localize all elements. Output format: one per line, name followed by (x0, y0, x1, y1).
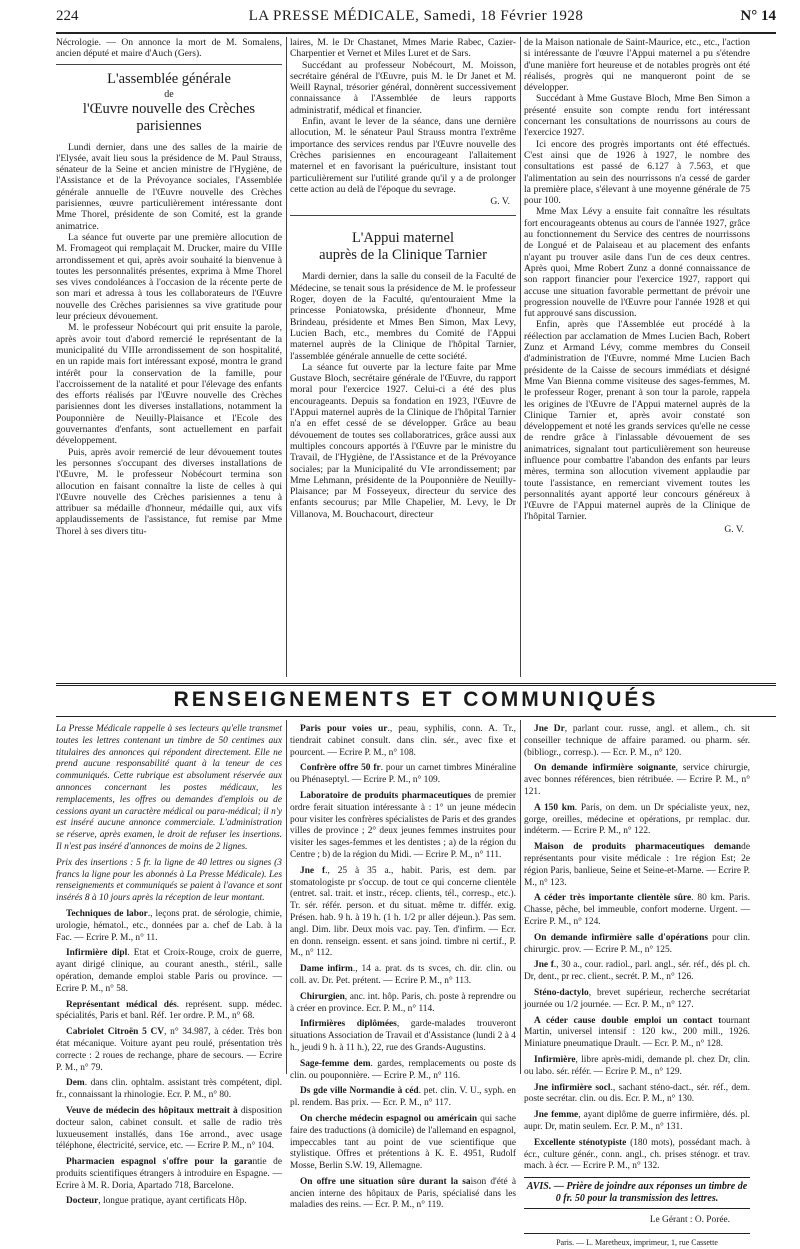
classified-ad: Paris pour voies ur., peau, syphilis, conn. A. Tr., tiendrait cabinet consult. dans clin. sér., avec fixe et pourcent. — Ecrire P. M., n° 108. (290, 724, 516, 758)
column-divider (286, 720, 287, 1074)
classified-ad: Sténo-dactylo, brevet supérieur, recherche secrétariat journée ou 1/2 journée. — Ecr. P. M., n° 127. (524, 987, 750, 1010)
article-2-title-line1: L'Appui maternel (351, 230, 455, 247)
classified-ad: On offre une situation sûre durant la saison d'été à ancien interne des hôpitaux de Paris, spécialisé dans les maladies des reins. — Ecr. P. M., n° 119. (290, 1176, 517, 1211)
classifieds-intro: La Presse Médicale rappelle à ses lecteurs qu'elle transmet toutes les lettres contenant un timbre de 50 centimes aux titulaires des annonces qui répondent directement. Elle ne prend aucune responsabilité quant à la teneur de ces communiqués. Cette rubrique est absolument réservée aux annonces concernant les postes médicaux, les remplacements, les offres ou demandes d'emplois ou de cessions ayant un caractère médical ou para-médical; il n'y est inséré aucune annonce commerciale. L'administration se réserve, après examen, le droit de refuser les insertions. Il n'est pas inséré d'annonces de moins de 2 lignes. (56, 724, 282, 852)
classified-ad: Confrère offre 50 fr. pour un carnet timbres Minéraline ou Phénaseptyl. — Ecrire P. M., n° 109. (290, 763, 516, 786)
column-3 (524, 37, 750, 677)
classified-list (56, 909, 282, 1208)
column-divider (520, 37, 521, 677)
article-1-title-line1: L'assemblée générale (107, 70, 231, 87)
classified-ad: Dem. dans clin. ophtalm. assistant très compétent, dipl. fr., connaissant la rhinologie. Ecr. P. M., n° 80. (56, 1078, 282, 1101)
article-1-paragraph-3: M. le professeur Nobécourt qui prit ensuite la parole, après avoir tout d'abord remercié le représentant de la municipalité du VIIIe arrondissement de son hospitalité, en un rapide mais fort intéressant exposé, montra le grand intérêt pour la conservation de la famille, pour l'accroissement de la natalité et pour l'élevage des enfants des efforts réalisés par l'Œuvre nouvelle des Crèches parisiennes dont les diverses installations, notamment la Pouponnière de Neuilly-Plaisance et l'Ecole des gouvernantes d'enfants, sont actuellement en parfait développement. (56, 322, 282, 447)
article-1-title-de: de (164, 88, 174, 100)
section-banner (56, 683, 776, 717)
classified-ad: Sage-femme dem. gardes, remplacements ou poste ds clin. ou pouponnière. — Ecrire P. M., n° 116. (290, 1058, 516, 1081)
classified-ad: Docteur, longue pratique, ayant certificats Hôp. (66, 1196, 247, 1207)
journal-title: LA PRESSE MÉDICALE, Samedi, 18 Février 1928 (248, 8, 584, 24)
column-divider (520, 720, 521, 1074)
article-1-paragraph-5: laires, M. le Dr Chastanet, Mmes Marie Rabec, Cazier-Charpentier et Vernet et Miles Luret et de Sars. (290, 37, 516, 60)
classified-list (524, 724, 750, 1173)
classified-ad: Veuve de médecin des hôpitaux mettrait à disposition docteur salon, cabinet consult. et salle de radio très luxueusement installés, dans 16e arrond., avec usage téléphone, électricité, service, etc. — Ecrire P. M., n° 104. (56, 1105, 283, 1152)
article-2-paragraph-7: Enfin, après que l'Assemblée eut procédé à la réélection par acclamation de Mmes Lucien Bach, Robert Zunz et Armand Lévy, comme membres du Conseil d'administration de l'Œuvre, nommé Mme Lucien Bach présidente de la Caisse de secours immédiats et désigné Mme Van Bienna comme visiteuse des sages-femmes, M. le professeur Roger, prenant à son tour la parole, rappela les origines de l'Œuvre de l'Appui maternel auprès de la Clinique Tarnier et, après avoir constaté son développement et noté les grands services qu'elle ne cesse de rendre grâce à l'inlassable dévouement de ses animatrices, signalant tout particulièrement son heureuse influence pour combattre l'abandon des enfants par leurs mères, termina son allocution vivement applaudie par toute l'assistance, en remerciant vivement toutes les personnalités ayant apporté leur concours généreux à l'Œuvre de l'Appui maternel auprès de la Clinique de l'hôpital Tarnier. (524, 319, 750, 523)
article-2-paragraph-5: Ici encore des progrès importants ont été effectués. C'est ainsi que de 1926 à 1927, le nombre des consultations est passé de 6.127 à 7.563, et que l'alimentation au sein des nourrissons n'a cessé de garder la première place, s'élevant à une moyenne générale de 75 pour 100. (524, 138, 750, 207)
column-2 (290, 37, 516, 677)
classifieds-column-1 (56, 724, 283, 1207)
classified-ad: Pharmacien espagnol s'offre pour la garantie de produits scientifiques étrangers à introduire en Espagne. — Ecrire à M. R. Doria, Apartado 718, Barcelone. (56, 1157, 282, 1191)
classified-ad: Jne f., 30 a., cour. radiol., parl. angl., sér. réf., dés pl. ch. Dr, dent., pr rec. client., secrét. P. M., n° 126. (524, 960, 751, 983)
article-2-title-line2: auprès de la Clinique Tarnier (319, 247, 487, 264)
column-1 (56, 37, 282, 677)
classified-ad: Excellente sténotypiste (180 mots), possédant mach. à écr., culture génér., conn. angl., ch. prises sténogr. et trav. mach. à écr. — Ecrire P. M., n° 132. (524, 1137, 750, 1172)
article-2-paragraph-3: de la Maison nationale de Saint-Maurice, etc., etc., l'action si intéressante de l'œuvre l'Appui maternel a pu s'étendre d'une manière fort heureuse et de notables progrès ont été réalisés, progrès qui ne manqueront point de se développer. (524, 37, 750, 94)
classified-ad: On demande infirmière soignante, service chirurgie, avec bonnes références, bien rétribuée. — Ecrire P. M., n° 121. (524, 763, 750, 797)
article-1-title-line2: l'Œuvre nouvelle des Crèches parisiennes (82, 100, 256, 134)
classified-ad: Dame infirm., 14 a. prat. ds ts svces, ch. dir. clin. ou coll. av. Dr. Pet. prétent. — Ecrire P. M., n° 113. (290, 964, 516, 986)
article-1-paragraph-6: Succédant au professeur Nobécourt, M. Moisson, secrétaire général de l'Œuvre, puis M. le Dr Janet et M. Weill Raynal, trésorier général, donnèrent successivement connaissance à l'Assemblée de leurs rapports administratif, médical et financier. (290, 59, 516, 116)
classifieds-pricing: Prix des insertions : 5 fr. la ligne de 40 lettres ou signes (3 francs la ligne pour les abonnés à La Presse Médicale). Les renseignements et communiqués se paient à l'avance et sont insérés 8 à 10 jours après la réception de leur montant. (56, 857, 282, 904)
issue-number: N° 14 (740, 8, 776, 24)
classified-ad: Maison de produits pharmaceutiques demande représentants pour visite médicale : 1re région Est; 2e région Paris, banlieue, Seine et Seine-et-Marne. — Ecrire P. M., n° 123. (524, 842, 750, 888)
classified-ad: On demande infirmière salle d'opérations pour clin. chirurgic. prov. — Ecrire P. M., n° 125. (524, 932, 750, 955)
divider (290, 215, 516, 216)
classified-ad: Infirmières diplômées, garde-malades trouveront situations Association de Travail et d'Assistance (lundi 2 à 4 h., jeudi 9 h. à 11 h.), 22, rue des Grands-Augustins. (290, 1019, 517, 1053)
classified-ad: Ds gde ville Normandie à céd. pet. clin. V. U., syph. en pl. rendem. Bas prix. — Ecr. P. M., n° 117. (290, 1086, 516, 1109)
column-divider (286, 37, 287, 677)
classifieds-column-2 (290, 724, 517, 1211)
page-number: 224 (56, 8, 79, 24)
avis-notice: AVIS. — Prière de joindre aux réponses un timbre de 0 fr. 50 pour la transmission des lettres. (524, 1177, 750, 1209)
article-2-paragraph-6: Mme Max Lévy a ensuite fait connaître les résultats fort encourageants obtenus au cours de l'année 1927, grâce au fonctionnement du Service des centres de nourrissons de Longué et de Palaiseau et au placement des enfants n'ayant pu trouver asile dans l'un de ces deux centres. Après quoi, Mme Robert Zunz a donné connaissance de son rapport financier pour l'exercice 1927, rapport qui accuse une situation favorable permettant de prévoir une progression nouvelle de l'Œuvre pour l'année 1928 et qui fut approuvé sans discussion. (524, 206, 750, 320)
classified-ad: A céder cause double emploi un contact tournant Martin, universel intensif : 120 kw., 200 mill., 1926. Miniature pneumatique Drault. — Ecr. P. M., n° 128. (524, 1015, 750, 1050)
classified-ad: Cabriolet Citroën 5 CV, n° 34.987, à céder. Très bon état mécanique. Voiture ayant peu roulé, présentation très correcte : 2 roues de rechange, phare de secours. — Ecrire P. M., n° 79. (56, 1027, 282, 1073)
classified-ad: A 150 km. Paris, on dem. un Dr spécialiste yeux, nez, gorge, oreilles, médecine et opérations, pr remplac. dur. indéterm. — Ecrire P. M., n° 122. (524, 802, 750, 837)
printer-line: Paris. — L. Maretheux, imprimeur, 1, rue Cassette (524, 1233, 750, 1249)
article-2-paragraph-4: Succédant à Mme Gustave Bloch, Mme Ben Simon a présenté ensuite son compte rendu fort intéressant concernant les consultations de nourrissons au cours de l'exercice 1927. (524, 93, 750, 139)
classified-ad: Représentant médical dés. représent. supp. médec. spécialités, Paris et banl. Réf. 1er ordre. P. M., n° 68. (56, 999, 282, 1022)
section-banner-title: RENSEIGNEMENTS ET COMMUNIQUÉS (173, 688, 659, 711)
article-2-title (290, 230, 516, 264)
gerant-line: Le Gérant : O. Porée. (649, 1215, 730, 1226)
article-2-paragraph-1: Mardi dernier, dans la salle du conseil de la Faculté de Médecine, se tenait sous la présidence de M. le professeur Roger, doyen de la Faculté, qu'entouraient Mme la princesse Poniatowska, présidente d'honneur, Mme Brindeau, présidente et Mmes Ben Simon, Max Levy, Lucien Bach, etc., membres du Comité de l'Appui maternel auprès de la Clinique de l'hôpital Tarnier, l'assemblée générale annuelle de cette société. (290, 271, 516, 362)
article-1-title (56, 71, 282, 135)
classified-ad: Jne Dr, parlant cour. russe, angl. et allem., ch. sit conseiller technique de affaire paramed. ou pharm. sér. (bibliogr., corresp.). — Ecr. P. M., n° 120. (524, 724, 751, 758)
classified-ad: Laboratoire de produits pharmaceutiques de premier ordre ferait situation intéressante à : 1° un jeune médecin pour visiter les confrères spécialistes de Paris et des grandes villes de province ; 2° deux jeunes femmes instruites pour visiter les sages-femmes et les dentistes ; a) de la région du Centre ; b) de la région du Midi. — Ecrire P. M., n° 111. (290, 790, 516, 860)
page-header (56, 4, 776, 34)
classified-list (290, 724, 516, 1212)
article-2-paragraph-2: La séance fut ouverte par la lecture faite par Mme Gustave Bloch, secrétaire générale de l'Œuvre, du rapport moral pour l'exercice 1927. Celui-ci a été des plus encourageants. Depuis sa fondation en 1923, l'Œuvre de l'Appui maternel auprès de la Clinique de l'hôpital Tarnier n'a en effet cessé de se développer. Grâce au beau dévouement de toutes ses collaboratrices, grâce aussi aux multiples concours apportés à l'Œuvre par le ministre du Travail, de l'Hygiène, de l'Assistance et de la Prévoyance sociales; par la Municipalité du VIe arrondissement; par Mme Lehmann, présidente de la Pouponnière de Neuilly-Plaisance; par M Fosseyeux, directeur du service des enfants secourus; par Mlle Chapelier, M. Levy, le Dr Villanova, M. Bouchacourt, directeur (290, 361, 516, 520)
classified-ad: Techniques de labor., leçons prat. de sérologie, chimie, urologie, hématol., etc., données par a. chef de Lab. à la Fac. — Ecrire P. M., n° 11. (56, 908, 283, 943)
classified-ad: Infirmière dipl. Etat et Croix-Rouge, croix de guerre, ayant dirigé clinique, au courant anesth., stéril., salle opération, demande emploi stable Paris ou province. — Ecrire P. M., n° 58. (56, 948, 282, 994)
classified-ad: Jne infirmière socl., sachant sténo-dact., sér. réf., dem. poste secrétar. clin. ou dis. Ecr. P. M., n° 130. (524, 1082, 750, 1105)
article-1-signature: G. V. (490, 196, 510, 208)
article-1-paragraph-4: Puis, après avoir remercié de leur dévouement toutes les personnes s'occupant des diverses installations de l'Œuvre, M. le professeur Nobécourt termina son allocution en faisant connaître la liste de celles à qui l'Œuvre nouvelle des Crèches parisiennes a tenu à attribuer sa médaille d'honneur, médaille qui, aux vifs applaudissements de l'assistance, fut remise par Mme Thorel à ses divers titu- (56, 446, 282, 537)
necrologie-notice: Nécrologie. — On annonce la mort de M. Somalens, ancien député et maire d'Auch (Gers). (56, 37, 282, 60)
article-1-paragraph-1: Lundi dernier, dans une des salles de la mairie de l'Elysée, avait lieu sous la présidence de M. Paul Strauss, sénateur de la Seine et ancien ministre de l'Hygiène, de l'Assistance et de la Prévoyance sociales, l'Assemblée générale annuelle de l'Œuvre nouvelle des Crèches parisiennes, œuvre particulièrement intéressante dont Mme Thorel, présidente de son Comité, est la grande animatrice. (56, 141, 282, 232)
article-2-signature: G. V. (724, 523, 744, 535)
classified-ad: Jne f., 25 à 35 a., habit. Paris, est dem. par stomatologiste pr s'occup. de tout ce qui concerne clientèle (entret. sal. trait. et instr., récep. clients, tél., corresp., etc.). Tr. sér. référ. person. et du situat. même tr. différ. exig. Présen. hab. 9 h. à 19 h. (1 h. 1/2 pr aller déjeun.). Pas sem. angl. Dim. libr. Deux mois vac. pay. Ten. d'infirm. — Ecr. en donn. renseign. essent. et sans joind. timbre ni certif., P. M., n° 112. (290, 865, 517, 959)
classifieds-column-3 (524, 724, 751, 1247)
classified-ad: A céder très importante clientèle sûre. 80 km. Paris. Chasse, pêche, bel immeuble, confort moderne. Urgent. — Ecrire P. M., n° 124. (524, 893, 750, 927)
classified-ad: Jne femme, ayant diplôme de guerre infirmière, dés. pl. aupr. Dr, matin seulem. Ecr. P. M., n° 131. (524, 1110, 750, 1132)
classified-ad: Infirmière, libre après-midi, demande pl. chez Dr, clin. ou labo. sér. référ. — Ecrire P. M., n° 129. (524, 1054, 750, 1077)
classified-ad: Chirurgien, anc. int. hôp. Paris, ch. poste à reprendre ou à créer en province. Ecr. P. M., n° 114. (290, 991, 516, 1014)
classified-ad: On cherche médecin espagnol ou américain qui sache faire des traductions (à domicile) de l'allemand en espagnol, impeccables tant au point de vue scientifique que stylistique. Offres et prétentions à K. E. 4951, Rudolf Mosse, Berlin S.W. 19, Allemagne. (290, 1113, 516, 1172)
article-1-paragraph-2: La séance fut ouverte par une première allocution de M. Fromageot qui remplaçait M. Drucker, maire du VIIIe arrondissement et qui, après avoir souhaité la bienvenue à toutes les personnalités présentes, exprima à Mme Thorel ses vives condoléances à l'occasion de la récente perte de son mari et adressa à tous les collaborateurs de l'Œuvre nouvelle des Crèches parisiennes sa vive gratitude pour leur précieux dévouement. (56, 231, 282, 323)
article-1-paragraph-7: Enfin, avant le lever de la séance, dans une dernière allocution, M. le sénateur Paul Strauss montra l'extrême importance des services rendus par l'Œuvre nouvelle des Crèches parisiennes en encourageant l'allaitement maternel et en favorisant la puériculture, insistant tout particulièrement sur l'utilité grande qu'il y a de prolonger cette action au delà de l'époque du sevrage. (290, 116, 516, 195)
divider (56, 64, 282, 65)
